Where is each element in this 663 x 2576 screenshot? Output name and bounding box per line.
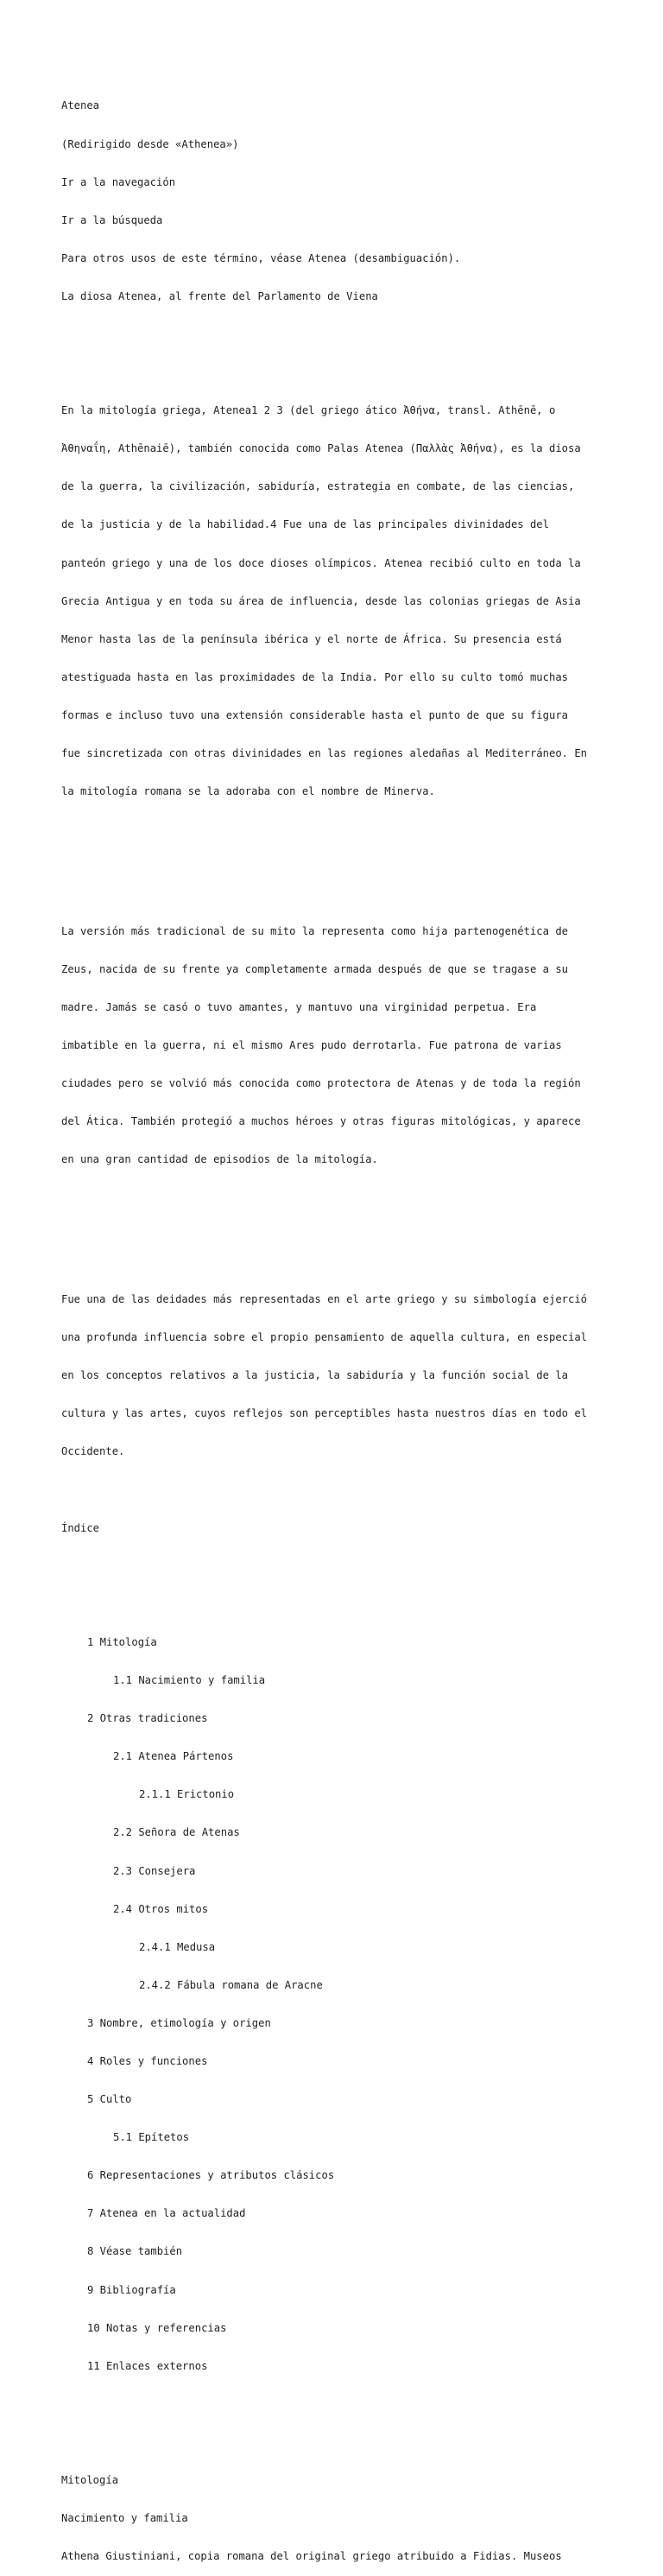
paragraph-line: madre. Jamás se casó o tuvo amantes, y mantuvo una virginidad perpetua. Era bbox=[61, 1001, 537, 1013]
paragraph-line: imbatible en la guerra, ni el mismo Ares pudo derrotarla. Fue patrona de varias bbox=[61, 1039, 562, 1052]
intro-paragraph-3 bbox=[61, 1268, 614, 1484]
toc-item[interactable]: 6 Representaciones y atributos clásicos bbox=[87, 2169, 335, 2182]
toc-item[interactable]: 2.1.1 Erictonio bbox=[139, 1788, 235, 1801]
skip-to-navigation-link-text[interactable]: Ir a la navegación bbox=[61, 175, 176, 188]
toc-item[interactable]: 2.4.1 Medusa bbox=[139, 1940, 216, 1953]
paragraph-line: panteón griego y una de los doce dioses olímpicos. Atenea recibió culto en toda la bbox=[61, 556, 581, 569]
image-caption: Athena Giustiniani, copia romana del original griego atribuido a Fidias. Museos bbox=[61, 2550, 562, 2563]
toc-item[interactable]: 2.3 Consejera bbox=[113, 1864, 196, 1877]
spacer bbox=[61, 1217, 614, 1230]
redirect-note: (Redirigido desde «Athenea») bbox=[61, 137, 239, 150]
skip-to-search-link[interactable] bbox=[61, 214, 614, 227]
paragraph-line: una profunda influencia sobre el propio pensamiento de aquella cultura, en especial bbox=[61, 1331, 588, 1344]
toc-item[interactable]: 8 Véase también bbox=[87, 2245, 183, 2258]
paragraph-line: cultura y las artes, cuyos reflejos son perceptibles hasta nuestros días en todo el bbox=[61, 1407, 588, 1420]
skip-to-search-link-text[interactable]: Ir a la búsqueda bbox=[61, 213, 163, 226]
toc-item[interactable]: 5.1 Epítetos bbox=[113, 2131, 190, 2144]
toc-item[interactable]: 2 Otras tradiciones bbox=[87, 1712, 208, 1725]
toc-item[interactable]: 3 Nombre, etimología y origen bbox=[87, 2016, 271, 2029]
toc-item[interactable]: 2.4.2 Fábula romana de Aracne bbox=[139, 1978, 323, 1991]
document-page bbox=[61, 74, 614, 2576]
paragraph-line: Grecia Antigua y en toda su área de influencia, desde las colonias griegas de Asia bbox=[61, 594, 581, 607]
paragraph-line: del Ática. También protegió a muchos héroes y otras figuras mitológicas, y aparece bbox=[61, 1115, 581, 1128]
paragraph-line: atestiguada hasta en las proximidades de la India. Por ello su culto tomó muchas bbox=[61, 670, 568, 683]
spacer bbox=[61, 849, 614, 862]
skip-to-navigation-link[interactable] bbox=[61, 176, 614, 189]
intro-paragraph-2 bbox=[61, 899, 614, 1191]
toc-item[interactable]: 7 Atenea en la actualidad bbox=[87, 2207, 246, 2220]
paragraph-line: Occidente. bbox=[61, 1445, 125, 1458]
toc-item[interactable]: 9 Bibliografía bbox=[87, 2283, 176, 2296]
spacer bbox=[61, 328, 614, 341]
paragraph-line: La versión más tradicional de su mito la representa como hija partenogenética de bbox=[61, 924, 568, 937]
toc-item[interactable]: 2.1 Atenea Pártenos bbox=[113, 1750, 234, 1763]
toc-item[interactable]: 2.2 Señora de Atenas bbox=[113, 1826, 240, 1839]
paragraph-line: fue sincretizada con otras divinidades en las regiones aledañas al Mediterráneo. En bbox=[61, 747, 588, 760]
paragraph-line: la mitología romana se la adoraba con el nombre de Minerva. bbox=[61, 785, 435, 798]
paragraph-line: en los conceptos relativos a la justicia, la sabiduría y la función social de la bbox=[61, 1369, 568, 1382]
table-of-contents bbox=[61, 1611, 614, 2398]
toc-item[interactable]: 5 Culto bbox=[87, 2093, 132, 2106]
toc-item[interactable]: 11 Enlaces externos bbox=[87, 2359, 208, 2372]
intro-paragraph-1 bbox=[61, 379, 614, 823]
toc-item[interactable]: 1.1 Nacimiento y familia bbox=[113, 1674, 266, 1687]
toc-item[interactable]: 2.4 Otros mitos bbox=[113, 1902, 209, 1915]
paragraph-line: Zeus, nacida de su frente ya completamente armada después de que se tragase a su bbox=[61, 962, 568, 975]
paragraph-line: ciudades pero se volvió más conocida como protectora de Atenas y de toda la región bbox=[61, 1077, 581, 1090]
paragraph-line: Menor hasta las de la península ibérica y el norte de África. Su presencia está bbox=[61, 632, 562, 645]
page-title: Atenea bbox=[61, 99, 100, 112]
paragraph-line: en una gran cantidad de episodios de la mitología. bbox=[61, 1153, 378, 1166]
paragraph-line: Fue una de las deidades más representadas en el arte griego y su simbología ejerció bbox=[61, 1293, 588, 1306]
toc-item[interactable]: 10 Notas y referencias bbox=[87, 2321, 227, 2334]
disambiguation-note: Para otros usos de este término, véase Atenea (desambiguación). bbox=[61, 251, 461, 264]
paragraph-line: de la guerra, la civilización, sabiduría, estrategia en combate, de las ciencias, bbox=[61, 480, 575, 493]
paragraph-line: formas e incluso tuvo una extensión considerable hasta el punto de que su figura bbox=[61, 708, 568, 721]
paragraph-line: de la justicia y de la habilidad.4 Fue una de las principales divinidades del bbox=[61, 518, 549, 531]
toc-item[interactable]: 4 Roles y funciones bbox=[87, 2054, 208, 2067]
paragraph-line: Ἀθηναΐη, Athēnaiē), también conocida como Palas Atenea (Παλλὰς Ἀθήνα), es la diosa bbox=[61, 442, 581, 455]
paragraph-line: En la mitología griega, Atenea1 2 3 (del griego ático Ἀθήνα, transl. Athēnē, o bbox=[61, 404, 556, 417]
section-heading: Mitología bbox=[61, 2474, 119, 2487]
section-subheading: Nacimiento y familia bbox=[61, 2512, 188, 2525]
toc-title: Índice bbox=[61, 1521, 100, 1534]
spacer bbox=[61, 2423, 614, 2436]
toc-item[interactable]: 1 Mitología bbox=[87, 1635, 157, 1648]
image-caption: La diosa Atenea, al frente del Parlamento de Viena bbox=[61, 289, 378, 302]
spacer bbox=[61, 1560, 614, 1573]
